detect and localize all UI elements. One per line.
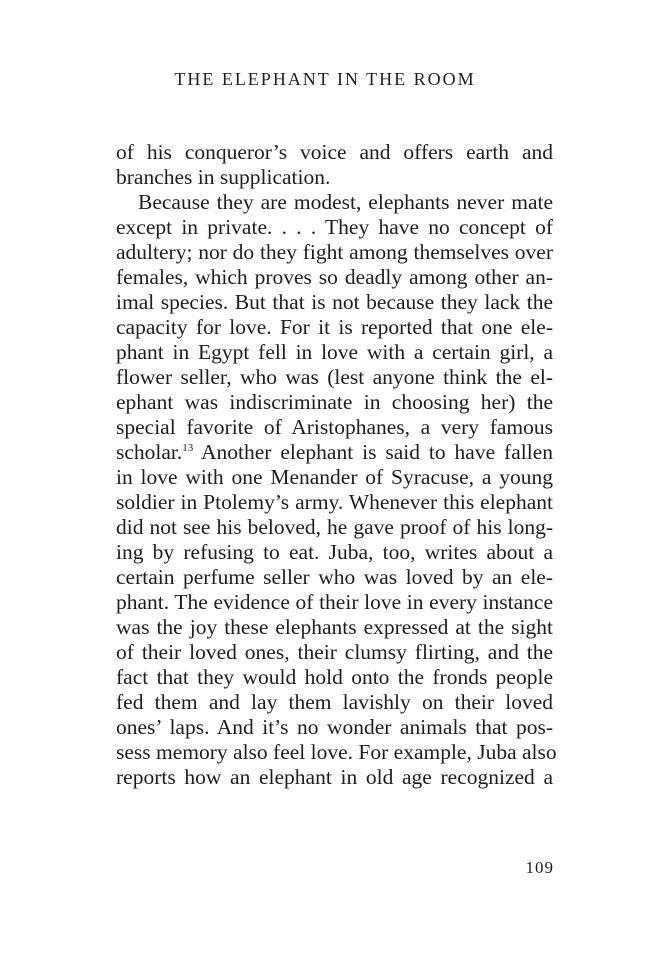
- text-line: soldier in Ptolemy’s army. Whenever this elephant: [116, 490, 553, 514]
- text-line: in love with one Menander of Syracuse, a young: [116, 465, 553, 489]
- text-line: sess memory also feel love. For example, Juba also: [116, 740, 557, 764]
- text-line: of their loved ones, their clumsy flirting, and the: [116, 640, 553, 664]
- text-line: special favorite of Aristophanes, a very famous: [116, 415, 553, 439]
- text-line: phant in Egypt fell in love with a certain girl, a: [116, 340, 553, 364]
- text-line: reports how an elephant in old age recognized a: [116, 765, 553, 789]
- text-line: was the joy these elephants expressed at the sight: [116, 615, 553, 639]
- text-segment: scholar.: [116, 440, 183, 464]
- text-line: ing by refusing to eat. Juba, too, writes about a: [116, 540, 553, 564]
- page-number: 109: [525, 858, 554, 877]
- text-line: fed them and lay them lavishly on their loved: [116, 690, 553, 714]
- text-line: of his conqueror’s voice and offers earth and: [116, 140, 553, 164]
- text-line: ones’ laps. And it’s no wonder animals that pos-: [116, 715, 553, 739]
- text-segment: Another elephant is said to have fallen: [193, 440, 553, 464]
- footnote-reference: 13: [182, 442, 194, 454]
- text-line: branches in supplication.: [116, 165, 331, 189]
- text-line: ephant was indiscriminate in choosing her) the: [116, 390, 553, 414]
- text-line: flower seller, who was (lest anyone think the el-: [116, 365, 553, 389]
- text-line: imal species. But that is not because they lack the: [116, 290, 553, 314]
- text-line: adultery; nor do they fight among themselves over: [116, 240, 553, 264]
- text-line: fact that they would hold onto the fronds people: [116, 665, 553, 689]
- running-head: THE ELEPHANT IN THE ROOM: [174, 69, 476, 89]
- text-line: capacity for love. For it is reported that one ele-: [116, 315, 553, 339]
- body-text: [116, 140, 557, 790]
- text-line: did not see his beloved, he gave proof of his long-: [116, 515, 553, 539]
- text-line: certain perfume seller who was loved by an ele-: [116, 565, 553, 589]
- text-line: females, which proves so deadly among other an-: [116, 265, 553, 289]
- text-line: Because they are modest, elephants never mate: [138, 190, 553, 214]
- text-line: except in private. . . . They have no concept of: [116, 215, 553, 239]
- text-line-with-footnote: [116, 440, 553, 465]
- text-line: phant. The evidence of their love in every instance: [116, 590, 553, 614]
